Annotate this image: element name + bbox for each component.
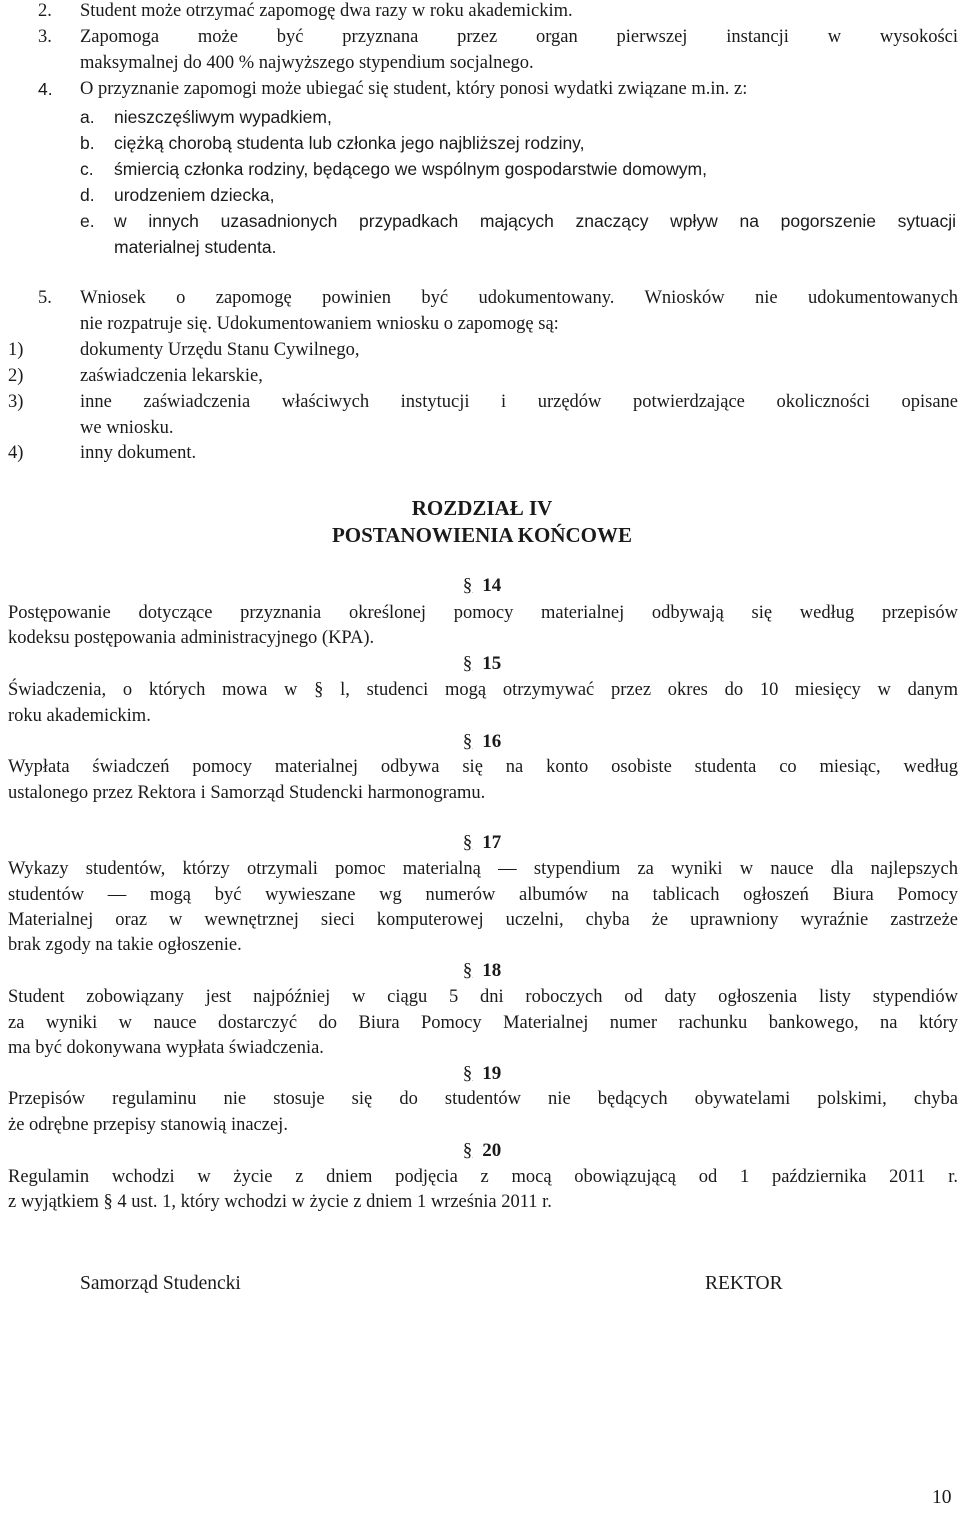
section-14-text: Postępowanie dotyczące przyznania określonej pomocy materialnej odbywają się według przepisów: [8, 603, 958, 623]
section-17-text: Wykazy studentów, którzy otrzymali pomoc materialną — stypendium za wyniki w nauce dla najlepszych: [8, 859, 958, 879]
section-heading-17: [0, 830, 960, 856]
chapter-subtitle: POSTANOWIENIA KOŃCOWE: [331, 523, 633, 547]
subitem-letter: c.: [80, 159, 94, 179]
section-15-text: Świadczenia, o których mowa w § l, studenci mogą otrzymywać przez okres do 10 miesięcy w danym: [8, 680, 958, 700]
document-text: we wniosku.: [80, 418, 174, 438]
document-text: dokumenty Urzędu Stanu Cywilnego,: [80, 340, 360, 360]
list-item-text: Student może otrzymać zapomogę dwa razy w roku akademickim.: [80, 1, 573, 21]
paragraph-symbol: §: [462, 1140, 473, 1161]
subitem-text: nieszczęśliwym wypadkiem,: [114, 107, 332, 127]
section-17-text: studentów — mogą być wywieszane wg numerów albumów na tablicach ogłoszeń Biura Pomocy: [8, 885, 958, 905]
document-text: inny dokument.: [80, 443, 197, 463]
section-20-text: z wyjątkiem § 4 ust. 1, który wchodzi w życie z dniem 1 września 2011 r.: [8, 1192, 552, 1212]
section-18-text: Student zobowiązany jest najpóźniej w ciągu 5 dni roboczych od daty ogłoszenia listy stypendiów: [8, 987, 958, 1007]
subitem-text: urodzeniem dziecka,: [114, 185, 275, 205]
section-16-text: Wypłata świadczeń pomocy materialnej odbywa się na konto osobiste studenta co miesiąc, według: [8, 757, 958, 777]
section-number: 19: [482, 1063, 502, 1084]
document-text: inne zaświadczenia właściwych instytucji i urzędów potwierdzające okoliczności opisane: [80, 392, 958, 412]
paragraph-symbol: §: [462, 731, 473, 752]
list-item-text: O przyznanie zapomogi może ubiegać się student, który ponosi wydatki związane m.in. z:: [80, 79, 748, 99]
paragraph-symbol: §: [462, 960, 473, 981]
list-item-text: Wniosek o zapomogę powinien być udokumentowany. Wniosków nie udokumentowanych: [80, 288, 958, 308]
list-number: 3.: [38, 27, 52, 47]
list-number: 4.: [38, 79, 53, 99]
page-number: 10: [932, 1487, 952, 1508]
list-item-text: nie rozpatruje się. Udokumentowaniem wniosku o zapomogę są:: [80, 314, 559, 334]
list-item-2: [38, 0, 573, 24]
section-15-text: roku akademickim.: [8, 706, 151, 726]
list-number: 2.: [38, 1, 52, 21]
section-heading-20: [0, 1138, 960, 1164]
document-text: zaświadczenia lekarskie,: [80, 366, 263, 386]
document-number: 4): [8, 443, 24, 463]
document-number: 3): [8, 392, 24, 412]
section-17-text: Materialnej oraz w wewnętrznej sieci komputerowej uczelni, chyba że uprawniony wyraźnie zastrzeże: [8, 910, 958, 930]
section-18-text: ma być dokonywana wypłata świadczenia.: [8, 1038, 324, 1058]
document-number: 2): [8, 366, 24, 386]
section-number: 17: [482, 832, 502, 853]
section-number: 15: [482, 653, 502, 674]
subitem-letter: e.: [80, 211, 95, 231]
signature-student-council: Samorząd Studencki: [80, 1273, 241, 1294]
signature-rector: REKTOR: [705, 1273, 783, 1294]
paragraph-symbol: §: [462, 653, 473, 674]
section-16-text: ustalonego przez Rektora i Samorząd Studencki harmonogramu.: [8, 783, 486, 803]
section-number: 18: [482, 960, 502, 981]
section-heading-15: [0, 651, 960, 677]
section-heading-18: [0, 958, 960, 984]
subitem-text: w innych uzasadnionych przypadkach mających znaczący wpływ na pogorszenie sytuacji: [114, 211, 956, 231]
paragraph-symbol: §: [462, 1063, 473, 1084]
section-number: 16: [482, 731, 502, 752]
paragraph-symbol: §: [462, 832, 473, 853]
section-14-text: kodeksu postępowania administracyjnego (KPA).: [8, 628, 375, 648]
list-number: 5.: [38, 288, 52, 308]
section-19-text: że odrębne przepisy stanowią inaczej.: [8, 1115, 288, 1135]
section-18-text: za wyniki w nauce dostarczyć do Biura Pomocy Materialnej numer rachunku bankowego, na który: [8, 1013, 958, 1033]
list-item-text: Zapomoga może być przyznana przez organ pierwszej instancji w wysokości: [80, 27, 958, 47]
section-heading-14: [0, 573, 960, 599]
section-20-text: Regulamin wchodzi w życie z dniem podjęcia z mocą obowiązującą od 1 października 2011 r.: [8, 1167, 958, 1187]
subitem-text: śmiercią członka rodziny, będącego we wspólnym gospodarstwie domowym,: [114, 159, 707, 179]
section-number: 20: [482, 1140, 502, 1161]
list-item-text: maksymalnej do 400 % najwyższego stypendium socjalnego.: [80, 53, 534, 73]
document-number: 1): [8, 340, 24, 360]
section-heading-16: [0, 729, 960, 755]
section-number: 14: [482, 575, 502, 596]
section-17-text: brak zgody na takie ogłoszenie.: [8, 935, 242, 955]
section-19-text: Przepisów regulaminu nie stosuje się do studentów nie będących obywatelami polskimi, chyba: [8, 1089, 958, 1109]
subitem-text: materialnej studenta.: [114, 237, 277, 257]
subitem-letter: b.: [80, 133, 95, 153]
chapter-title: ROZDZIAŁ IV: [411, 496, 553, 520]
subitem-letter: a.: [80, 107, 95, 127]
subitem-letter: d.: [80, 185, 95, 205]
subitem-text: ciężką chorobą studenta lub członka jego najbliższej rodziny,: [114, 133, 585, 153]
section-heading-19: [0, 1061, 960, 1087]
paragraph-symbol: §: [462, 575, 473, 596]
